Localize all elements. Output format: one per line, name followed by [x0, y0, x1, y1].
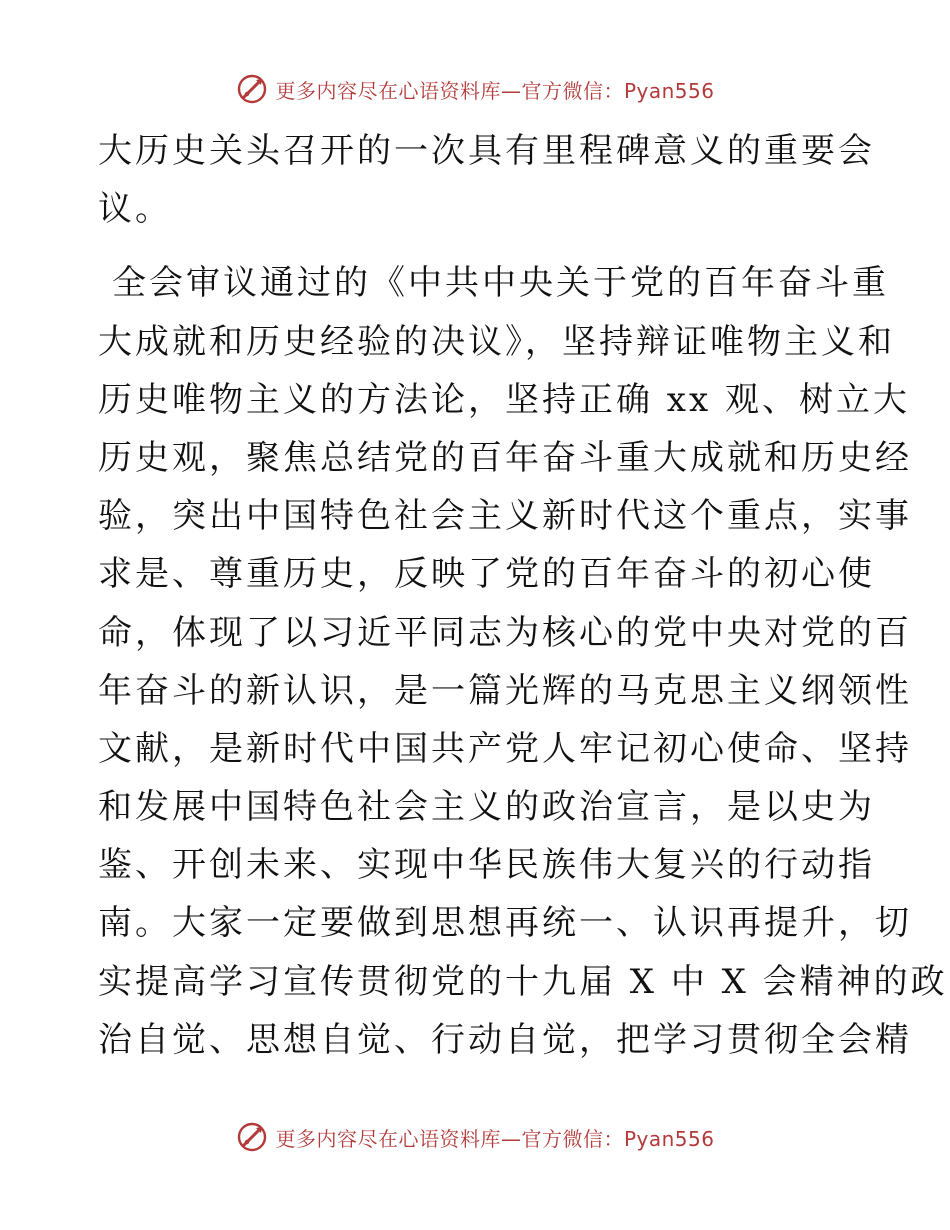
text-line: 治自觉、思想自觉、行动自觉，把学习贯彻全会精: [98, 1019, 912, 1060]
watermark-text: 更多内容尽在心语资料库—官方微信：Pyan556: [275, 1126, 715, 1151]
text-line: 大历史关头召开的一次具有里程碑意义的重要会: [98, 131, 875, 171]
text-line: 历史唯物主义的方法论，坚持正确 xx 观、树立大: [98, 379, 910, 420]
text-line: 验，突出中国特色社会主义新时代这个重点，实事: [98, 496, 912, 537]
text-line: 和发展中国特色社会主义的政治宣言，是以史为: [98, 787, 875, 828]
header-watermark: [0, 72, 950, 106]
text-line: 年奋斗的新认识，是一篇光辉的马克思主义纲领性: [98, 670, 912, 711]
quill-circle-logo-icon: [235, 72, 269, 106]
text-line: 议。: [98, 189, 172, 230]
text-line: 全会审议通过的《中共中央关于党的百年奋斗重: [112, 263, 889, 304]
text-line: 实提高学习宣传贯彻党的十九届 X 中 X 会精神的政: [98, 961, 948, 1002]
text-line: 大成就和历史经验的决议》，坚持辩证唯物主义和: [98, 321, 895, 362]
text-line: 南。大家一定要做到思想再统一、认识再提升，切: [98, 903, 912, 944]
text-line: 鉴、开创未来、实现中华民族伟大复兴的行动指: [98, 845, 875, 886]
text-line: 命，体现了以习近平同志为核心的党中央对党的百: [98, 612, 912, 653]
footer-watermark: [0, 1120, 950, 1154]
text-line: 历史观，聚焦总结党的百年奋斗重大成就和历史经: [98, 437, 912, 478]
watermark-text: 更多内容尽在心语资料库—官方微信：Pyan556: [275, 78, 715, 103]
text-line: 求是、尊重历史，反映了党的百年奋斗的初心使: [98, 554, 875, 595]
quill-circle-logo-icon: [235, 1120, 269, 1154]
document-body: [98, 122, 948, 1069]
text-line: 文献，是新时代中国共产党人牢记初心使命、坚持: [98, 728, 912, 769]
